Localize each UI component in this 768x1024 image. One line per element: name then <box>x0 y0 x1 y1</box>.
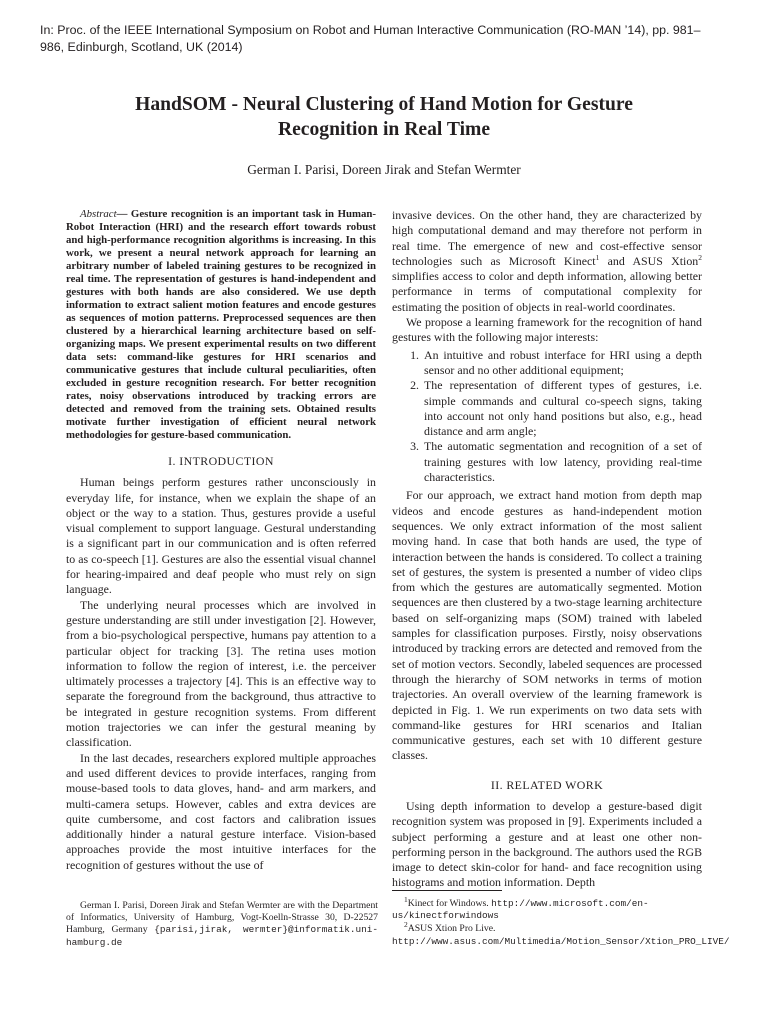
left-column <box>66 208 376 873</box>
text-run: and ASUS Xtion <box>599 253 699 268</box>
affiliation-text: German I. Parisi, Doreen Jirak and Stefan Wermter are with the Department of Informatics, University of Hamburg, Vogt-Koelln-Strasse 30, D-22527 Hamburg, Germany <box>66 900 378 936</box>
footnote-1-url[interactable]: http://www.microsoft.com/en-us/kinectforwindows <box>392 898 649 922</box>
interest-item-2: 2. The representation of different types of gestures, i.e. simple commands and cultural co-speech signs, taking into account not only hand positions but also, e.g., head distance and arm angle; <box>422 378 702 439</box>
footnote-ref-1: 1 <box>595 252 600 262</box>
abstract-label: Abstract <box>80 208 117 220</box>
abstract-text: Gesture recognition is an important task in Human-Robot Interaction (HRI) and the research effort towards robust and high-performance recognition algorithms is increasing. In this work, we present a neural network approach for learning an arbitrary number of labeled training gestures to be recognized in real time. The representation of gestures is hand-independent and gestures with both hands are also considered. We use depth information to extract salient motion features and encode gestures as sequences of motion patterns. Preprocessed sequences are then clustered by a hierarchical learning architecture based on self-organizing maps. We present experimental results on two different data sets: command-like gestures for HRI scenarios and communicative gestures that include cultural peculiarities, often excluded in gesture recognition research. For better recognition rates, noisy observations introduced by tracking errors are detected and removed from the training sets. Obtained results motivate further investigation of efficient neural network methodologies for gesture-based communication. <box>66 208 376 441</box>
text-run: invasive devices. On the other hand, they are characterized by high computational demand and may therefore not perform in real time. The emergence of new and cost-effective sensor technologies such as Microsoft Kinect <box>392 208 702 268</box>
footnotes <box>392 894 730 949</box>
right-paragraph-3: For our approach, we extract hand motion from depth map videos and encode gestures as hand-independent motion sequences. We only extract information of the most salient moving hand. In case that both hands are used, the type of interaction between the hands is considered. To collect a training set of gestures, the system is presented a number of video clips from which the gestures are automatically segmented. Motion sequences are then clustered by a two-stage learning architecture based on self-organizing maps (SOM) trained with labeled samples for classification purposes. Firstly, noisy observations introduced by tracking errors are detected and removed from the set of motion vectors. Secondly, labeled sequences are processed through the hierarchy of SOM networks in terms of motion trajectories. An overall overview of the learning framework is depicted in Fig. 1. We run experiments on two data sets with command-like gestures for HRI scenarios and Italian communicative gestures, each set with 10 different gesture classes. <box>392 488 702 763</box>
title-line-1: HandSOM - Neural Clustering of Hand Motion for Gesture <box>135 94 633 115</box>
intro-paragraph-1: Human beings perform gestures rather unconsciously in everyday life, for instance, when we explain the shape of an object or the way to a station. Thus, gestures provide a useful visual complement to support language. Gestural understanding is a significant part in our communication and is often referred to as co-speech [1]. Gestures are also the essential visual channel for hearing-impaired and deaf people who must rely on sign language. <box>66 475 376 597</box>
author-list: German I. Parisi, Doreen Jirak and Stefan Wermter <box>247 162 521 177</box>
footnote-1-label: Kinect for Windows. <box>407 898 492 909</box>
abstract-dash: — <box>116 208 131 220</box>
intro-paragraph-3: In the last decades, researchers explored multiple approaches and used different devices to provide interfaces, ranging from mouse-based tools to data gloves, hand- and arm markers, and multi-camera setups. However, cables and extra devices are quite cumbersome, and cost factors and calibration issues additionally hinder a natural gesture interface. Vision-based approaches provide the most intuitive interfaces for the recognition of gestures without the use of <box>66 750 376 872</box>
right-paragraph-2: We propose a learning framework for the recognition of hand gestures with the following major interests: <box>392 315 702 345</box>
footnote-rule <box>392 890 502 891</box>
abstract <box>66 208 376 442</box>
footnote-2-url[interactable]: http://www.asus.com/Multimedia/Motion_Sensor/Xtion_PRO_LIVE/ <box>392 935 730 947</box>
related-work-paragraph-1: Using depth information to develop a gesture-based digit recognition system was proposed in [9]. Experiments included a subject performing a gesture and at least one other non-performing person in the background. The authors used the RGB image to detect skin-color for hand- and face recognition using histograms and motion information. Depth <box>392 798 702 890</box>
interest-item-3: 3. The automatic segmentation and recognition of a set of training gestures with low latency, providing real-time characteristics. <box>422 439 702 485</box>
footnote-1-number: 1 <box>404 894 408 904</box>
text-run: simplifies access to color and depth information, allowing better performance in terms of computational complexity for estimating the position of objects in real-world coordinates. <box>392 269 702 314</box>
footnote-2-number: 2 <box>404 920 408 930</box>
title-line-2: Recognition in Real Time <box>277 119 491 140</box>
affiliation-footnote <box>66 900 378 949</box>
footnote-1 <box>392 894 704 922</box>
section-heading-introduction: I. INTRODUCTION <box>168 454 274 468</box>
right-column <box>392 208 702 891</box>
right-paragraph-1 <box>392 208 702 315</box>
author-emails: {parisi,jirak, wermter}@informatik.uni-hamburg.de <box>66 924 378 948</box>
paper-title <box>60 92 708 142</box>
publication-note: In: Proc. of the IEEE International Symposium on Robot and Human Interactive Communication (RO-MAN ’14), pp. 981–986, Edinburgh, Scotland, UK (2014) <box>40 23 701 54</box>
interest-list <box>392 348 702 486</box>
intro-paragraph-2: The underlying neural processes which are involved in gesture understanding are still under investigation [2]. However, from a bio-psychological perspective, humans pay attention to a particular object for tracking [3]. The retina uses motion information to follow the region of interest, i.e. the perceiver ultimately processes a trajectory [4]. This is an effective way to separate the foreground from the background, thus attractive to be integrated in gesture recognition systems. From different motion trajectories we can infer the gestural meaning by classification. <box>66 597 376 750</box>
section-heading-related-work: II. RELATED WORK <box>490 777 604 792</box>
footnote-ref-2: 2 <box>698 252 702 262</box>
footnote-2-label: ASUS Xtion Pro Live. <box>407 923 496 935</box>
interest-item-1: 1. An intuitive and robust interface for HRI using a depth sensor and no other additional equipment; <box>422 348 702 379</box>
footnote-2 <box>392 920 730 947</box>
